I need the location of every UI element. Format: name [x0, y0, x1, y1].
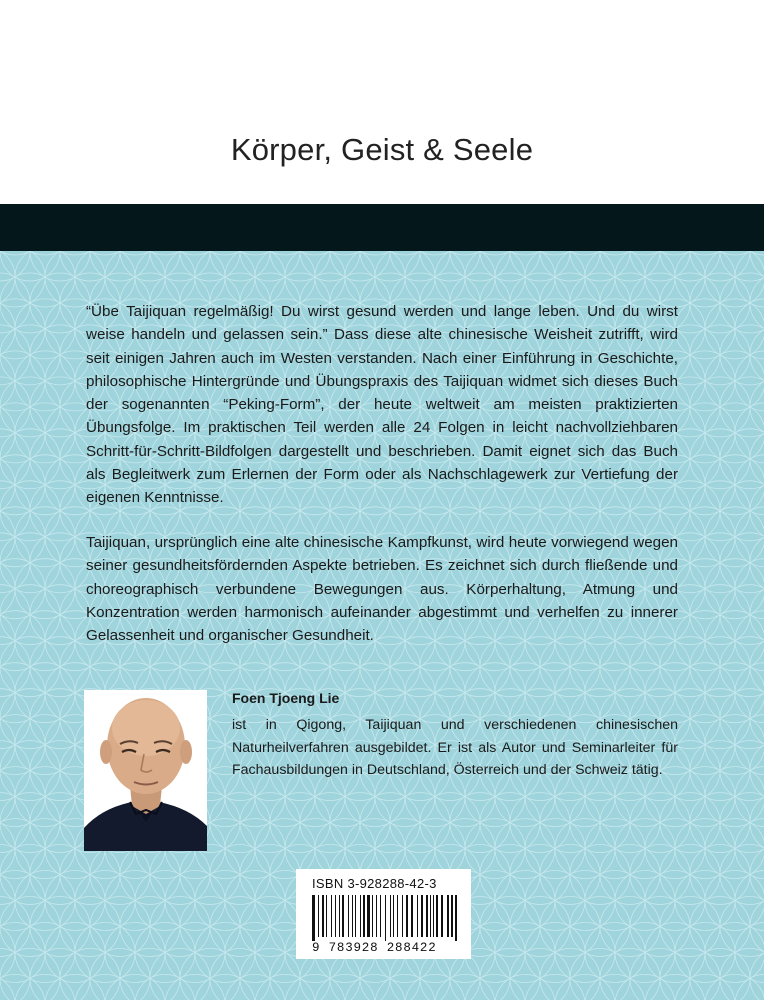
author-portrait-image — [84, 690, 207, 851]
dark-band — [0, 204, 764, 251]
description-paragraph-1: “Übe Taijiquan regelmäßig! Du wirst gesund werden und lange leben. Und du wirst weise handeln und gelassen sein.” Dass diese alte chinesische Weisheit zutrifft, wird seit einigen Jahren auch im Westen verstanden. Nach einer Einführung in Geschichte, philosophische Hintergründe und Übungspraxis des Taijiquan widmet sich dieses Buch der sogenannten “Peking-Form”, der heute weltweit am meisten praktizierten Übungsfolge. Im praktischen Teil werden alle 24 Folgen in leicht nachvollziehbaren Schritt-für-Schritt-Bildfolgen dargestellt und beschrieben. Damit eignet sich das Buch als Begleitwerk zum Erlernen der Form oder als Nachschlagewerk zur Vertiefung der eigenen Kenntnisse. — [86, 303, 678, 507]
barcode-number: 9 783928 288422 — [312, 941, 437, 955]
isbn-label: ISBN 3-928288-42-3 — [312, 876, 437, 891]
barcode-graphic — [312, 895, 458, 941]
author-bio: ist in Qigong, Taijiquan und verschiedenen chinesischen Naturheilverfahren ausgebildet. Er ist als Autor und Seminarleiter für Fachausbildungen in Deutschland, Österreich und der Schweiz tätig. — [232, 717, 678, 778]
series-title: Körper, Geist & Seele — [230, 132, 534, 167]
cover-header — [0, 0, 764, 204]
author-name: Foen Tjoeng Lie — [232, 690, 340, 706]
author-photo — [84, 690, 207, 851]
description-paragraph-2: Taijiquan, ursprünglich eine alte chinesische Kampfkunst, wird heute vorwiegend wegen seiner gesundheitsfördernden Aspekte betrieben. Es zeichnet sich durch fließende und choreographisch verbundene Bewegungen aus. Körperhaltung, Atmung und Konzentration werden harmonisch aufeinander abgestimmt und verhelfen zu innerer Gelassenheit und organischer Gesundheit. — [86, 534, 678, 645]
